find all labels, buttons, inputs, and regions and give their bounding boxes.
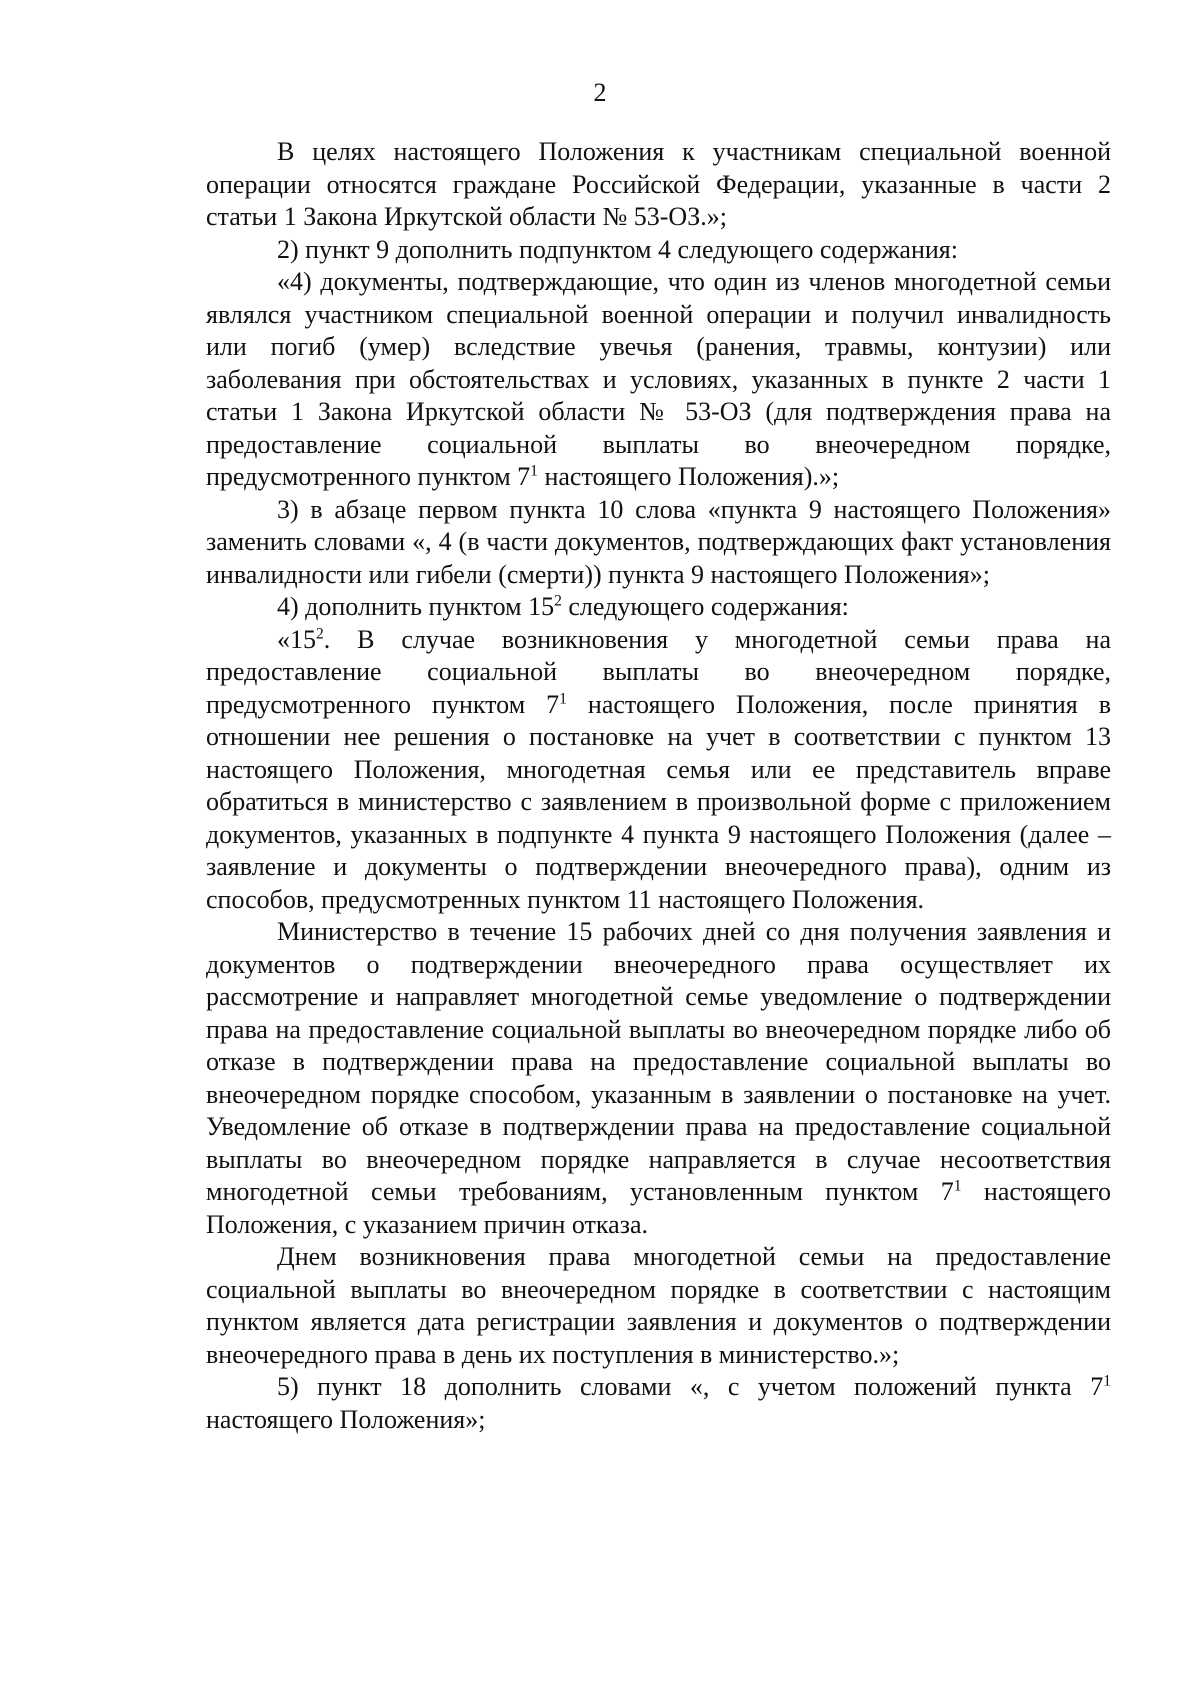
paragraph-text: 2) пункт 9 дополнить подпунктом 4 следующего содержания: xyxy=(277,234,958,264)
paragraph-text: «15 xyxy=(277,624,316,654)
superscript: 2 xyxy=(554,592,562,610)
paragraph xyxy=(206,136,1111,234)
paragraph-text: Днем возникновения права многодетной семьи на предоставление социальной выплаты во внеочередном порядке в соответствии с настоящим пунктом является дата регистрации заявления и документов о подтверждении внеочередного права в день их поступления в министерство.»; xyxy=(206,1242,1111,1369)
paragraph xyxy=(206,1241,1111,1371)
document-body xyxy=(206,136,1111,1436)
superscript: 1 xyxy=(953,1177,962,1195)
paragraph xyxy=(206,494,1111,592)
paragraph xyxy=(206,591,1111,624)
superscript: 1 xyxy=(1103,1372,1111,1390)
superscript: 1 xyxy=(559,689,567,707)
paragraph-text: «4) документы, подтверждающие, что один из членов многодетной семьи являлся участником специальной военной операции и получил инвалидность или погиб (умер) вследствие увечья (ранения, травмы, контузии) или заболевания при обстоятельствах и условиях, указанных в пункте 2 части 1 статьи 1 Закона Иркутской области № 53-ОЗ (для подтверждения права на предоставление социальной выплаты во внеочередном порядке, предусмотренного пунктом 7 xyxy=(206,267,1111,491)
page-number: 2 xyxy=(593,78,607,107)
paragraph xyxy=(206,266,1111,494)
paragraph-text: Министерство в течение 15 рабочих дней со дня получения заявления и документов о подтверждении внеочередного права осуществляет их рассмотрение и направляет многодетной семье уведомление о подтверждении права на предоставление социальной выплаты во внеочередном порядке либо об отказе в подтверждении права на предоставление социальной выплаты во внеочередном порядке способом, указанным в заявлении о постановке на учет. Уведомление об отказе в подтверждении права на предоставление социальной выплаты во внеочередном порядке направляется в случае несоответствия многодетной семьи требованиям, установленным пунктом 7 xyxy=(206,917,1111,1206)
superscript: 2 xyxy=(316,624,324,642)
paragraph-text: настоящего Положения, после принятия в отношении нее решения о постановке на учет в соответствии с пунктом 13 настоящего Положения, многодетная семья или ее представитель вправе обратиться в министерство с заявлением в произвольной форме с приложением документов, указанных в подпункте 4 пункта 9 настоящего Положения (далее – заявление и документы о подтверждении внеочередного права), одним из способов, предусмотренных пунктом 11 настоящего Положения. xyxy=(206,689,1111,914)
superscript: 1 xyxy=(530,462,538,480)
paragraph-text: 3) в абзаце первом пункта 10 слова «пункта 9 настоящего Положения» заменить словами «, 4 (в части документов, подтверждающих факт установления инвалидности или гибели (смерти)) пункта 9 настоящего Положения»; xyxy=(206,494,1111,589)
paragraph-text: 5) пункт 18 дополнить словами «, с учетом положений пункта 7 xyxy=(277,1372,1104,1401)
paragraph-text: настоящего Положения»; xyxy=(206,1404,486,1434)
paragraph xyxy=(206,1371,1111,1436)
paragraph-text: 4) дополнить пунктом 15 xyxy=(277,592,555,621)
paragraph xyxy=(206,916,1111,1241)
paragraph-text: следующего содержания: xyxy=(561,592,849,621)
paragraph-text: настоящего Положения).»; xyxy=(537,462,840,491)
paragraph xyxy=(206,624,1111,917)
paragraph xyxy=(206,234,1111,267)
paragraph-text: настоящего Положения, с указанием причин отказа. xyxy=(206,1177,1111,1239)
paragraph-text: . В случае возникновения у многодетной семьи права на предоставление социальной выплаты во внеочередном порядке, предусмотренного пунктом 7 xyxy=(206,624,1111,719)
paragraph-text: В целях настоящего Положения к участникам специальной военной операции относятся граждане Российской Федерации, указанные в части 2 статьи 1 Закона Иркутской области № 53-ОЗ.»; xyxy=(206,137,1111,231)
